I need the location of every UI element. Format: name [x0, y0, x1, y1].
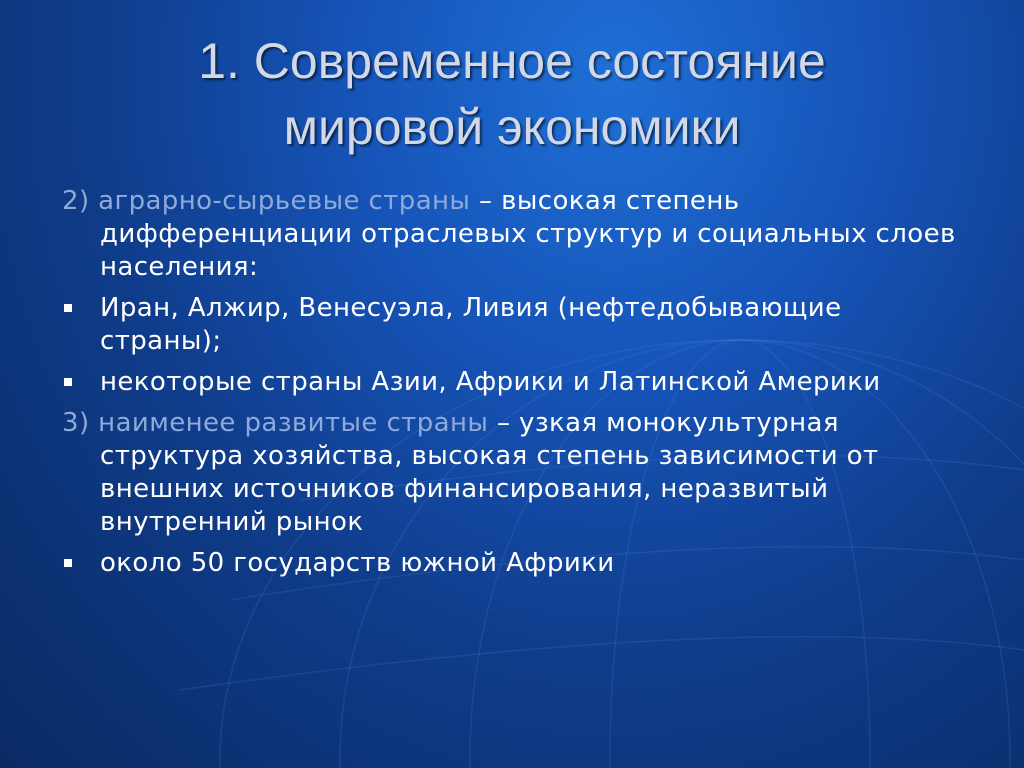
bullet-item: [62, 292, 962, 358]
title-line-1: 1. Современное состояние: [198, 33, 826, 89]
section-2-number: 2): [62, 186, 90, 216]
bullet-item: [62, 366, 962, 399]
section-3-number: 3): [62, 408, 90, 438]
title-line-2: мировой экономики: [283, 99, 741, 155]
slide-title: [0, 28, 1024, 160]
section-3-paragraph: [62, 407, 962, 539]
section-3-heading: наименее развитые страны: [98, 408, 489, 438]
section-2-paragraph: [62, 185, 962, 284]
section-2-description: – высокая степень дифференциации отраслевых структур и социальных слоев населения:: [100, 186, 956, 282]
bullet-text: некоторые страны Азии, Африки и Латинской Америки: [100, 367, 881, 397]
square-bullet-icon: [64, 378, 72, 386]
slide-content: [62, 185, 962, 588]
square-bullet-icon: [64, 559, 72, 567]
bullet-text: около 50 государств южной Африки: [100, 548, 615, 578]
square-bullet-icon: [64, 304, 72, 312]
section-2-heading: аграрно-сырьевые страны: [98, 186, 471, 216]
section-3-description: – узкая монокультурная структура хозяйства, высокая степень зависимости от внешних источников финансирования, неразвитый внутренний рынок: [100, 408, 879, 537]
bullet-item: [62, 547, 962, 580]
bullet-text: Иран, Алжир, Венесуэла, Ливия (нефтедобывающие страны);: [100, 293, 842, 356]
